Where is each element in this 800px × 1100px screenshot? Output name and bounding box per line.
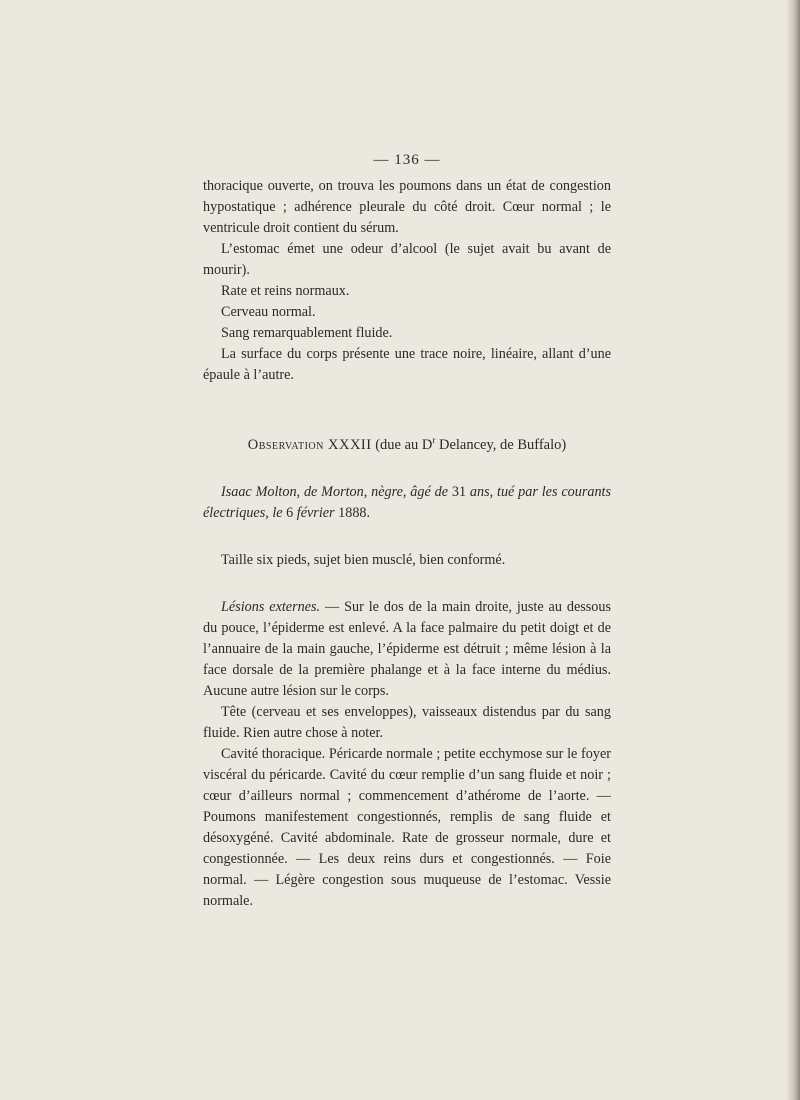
paragraph-external-lesions	[203, 597, 611, 702]
lesions-title: Lésions externes.	[221, 598, 321, 615]
subject-age: 31	[451, 483, 467, 500]
paragraph-brain: Cerveau normal.	[221, 304, 316, 320]
subject-part2: ans, tué par les courants électriques, le	[203, 483, 611, 521]
subject-part3: février	[293, 504, 339, 521]
lesions-text: — Sur le dos de la main droite, juste au dessous du pouce, l’épiderme est enlevé. A la face palmaire du petit doigt et de l’annuaire de la main gauche, l’épiderme est détruit ; même lésion à la face dorsale de la première phalange et à la face interne du médius. Aucune autre lésion sur le corps.	[203, 598, 611, 699]
observation-source-sup: r	[432, 435, 436, 445]
observation-source-prefix: (due au D	[375, 436, 433, 453]
paragraph-thoracic-continuation: thoracique ouverte, on trouva les poumons dans un état de congestion hypostatique ; adhérence pleurale du côté droit. Cœur normal ; le ventricule droit contient du sérum.	[203, 178, 611, 236]
paragraph-stomach: L’estomac émet une odeur d’alcool (le sujet avait bu avant de mourir).	[203, 241, 611, 278]
subject-day: 6	[286, 504, 294, 521]
page-edge-shadow	[786, 0, 800, 1100]
paragraph-cavities: Cavité thoracique. Péricarde normale ; petite ecchymose sur le foyer viscéral du péricarde. Cavité du cœur remplie d’un sang fluide et noir ; cœur d’ailleurs normal ; commencement d’athérome de l’aorte. — Poumons manifestement congestionnés, remplis de sang fluide et désoxygéné. Cavité abdominale. Rate de grosseur normale, dure et congestionnée. — Les deux reins durs et congestionnés. — Foie normal. — Légère congestion sous muqueuse de l’estomac. Vessie normale.	[203, 745, 611, 909]
subject-part1: Isaac Molton, de Morton, nègre, âgé de	[221, 483, 452, 500]
text-body	[203, 150, 611, 912]
observation-label: Observation XXXII	[247, 436, 372, 453]
observation-source-suffix: Delancey, de Buffalo)	[435, 436, 567, 453]
paragraph-body-surface: La surface du corps présente une trace noire, linéaire, allant d’une épaule à l’autre.	[203, 346, 611, 383]
observation-heading	[203, 430, 611, 456]
paragraph-description: Taille six pieds, sujet bien musclé, bien conformé.	[221, 551, 506, 568]
page-number: — 136 —	[373, 152, 441, 168]
paragraph-spleen-kidneys: Rate et reins normaux.	[221, 283, 350, 299]
subject-year: 1888.	[338, 504, 371, 521]
subject-identification	[203, 482, 611, 524]
paragraph-blood: Sang remarquablement fluide.	[221, 325, 393, 341]
paragraph-head: Tête (cerveau et ses enveloppes), vaisseaux distendus par du sang fluide. Rien autre chose à noter.	[203, 703, 611, 741]
